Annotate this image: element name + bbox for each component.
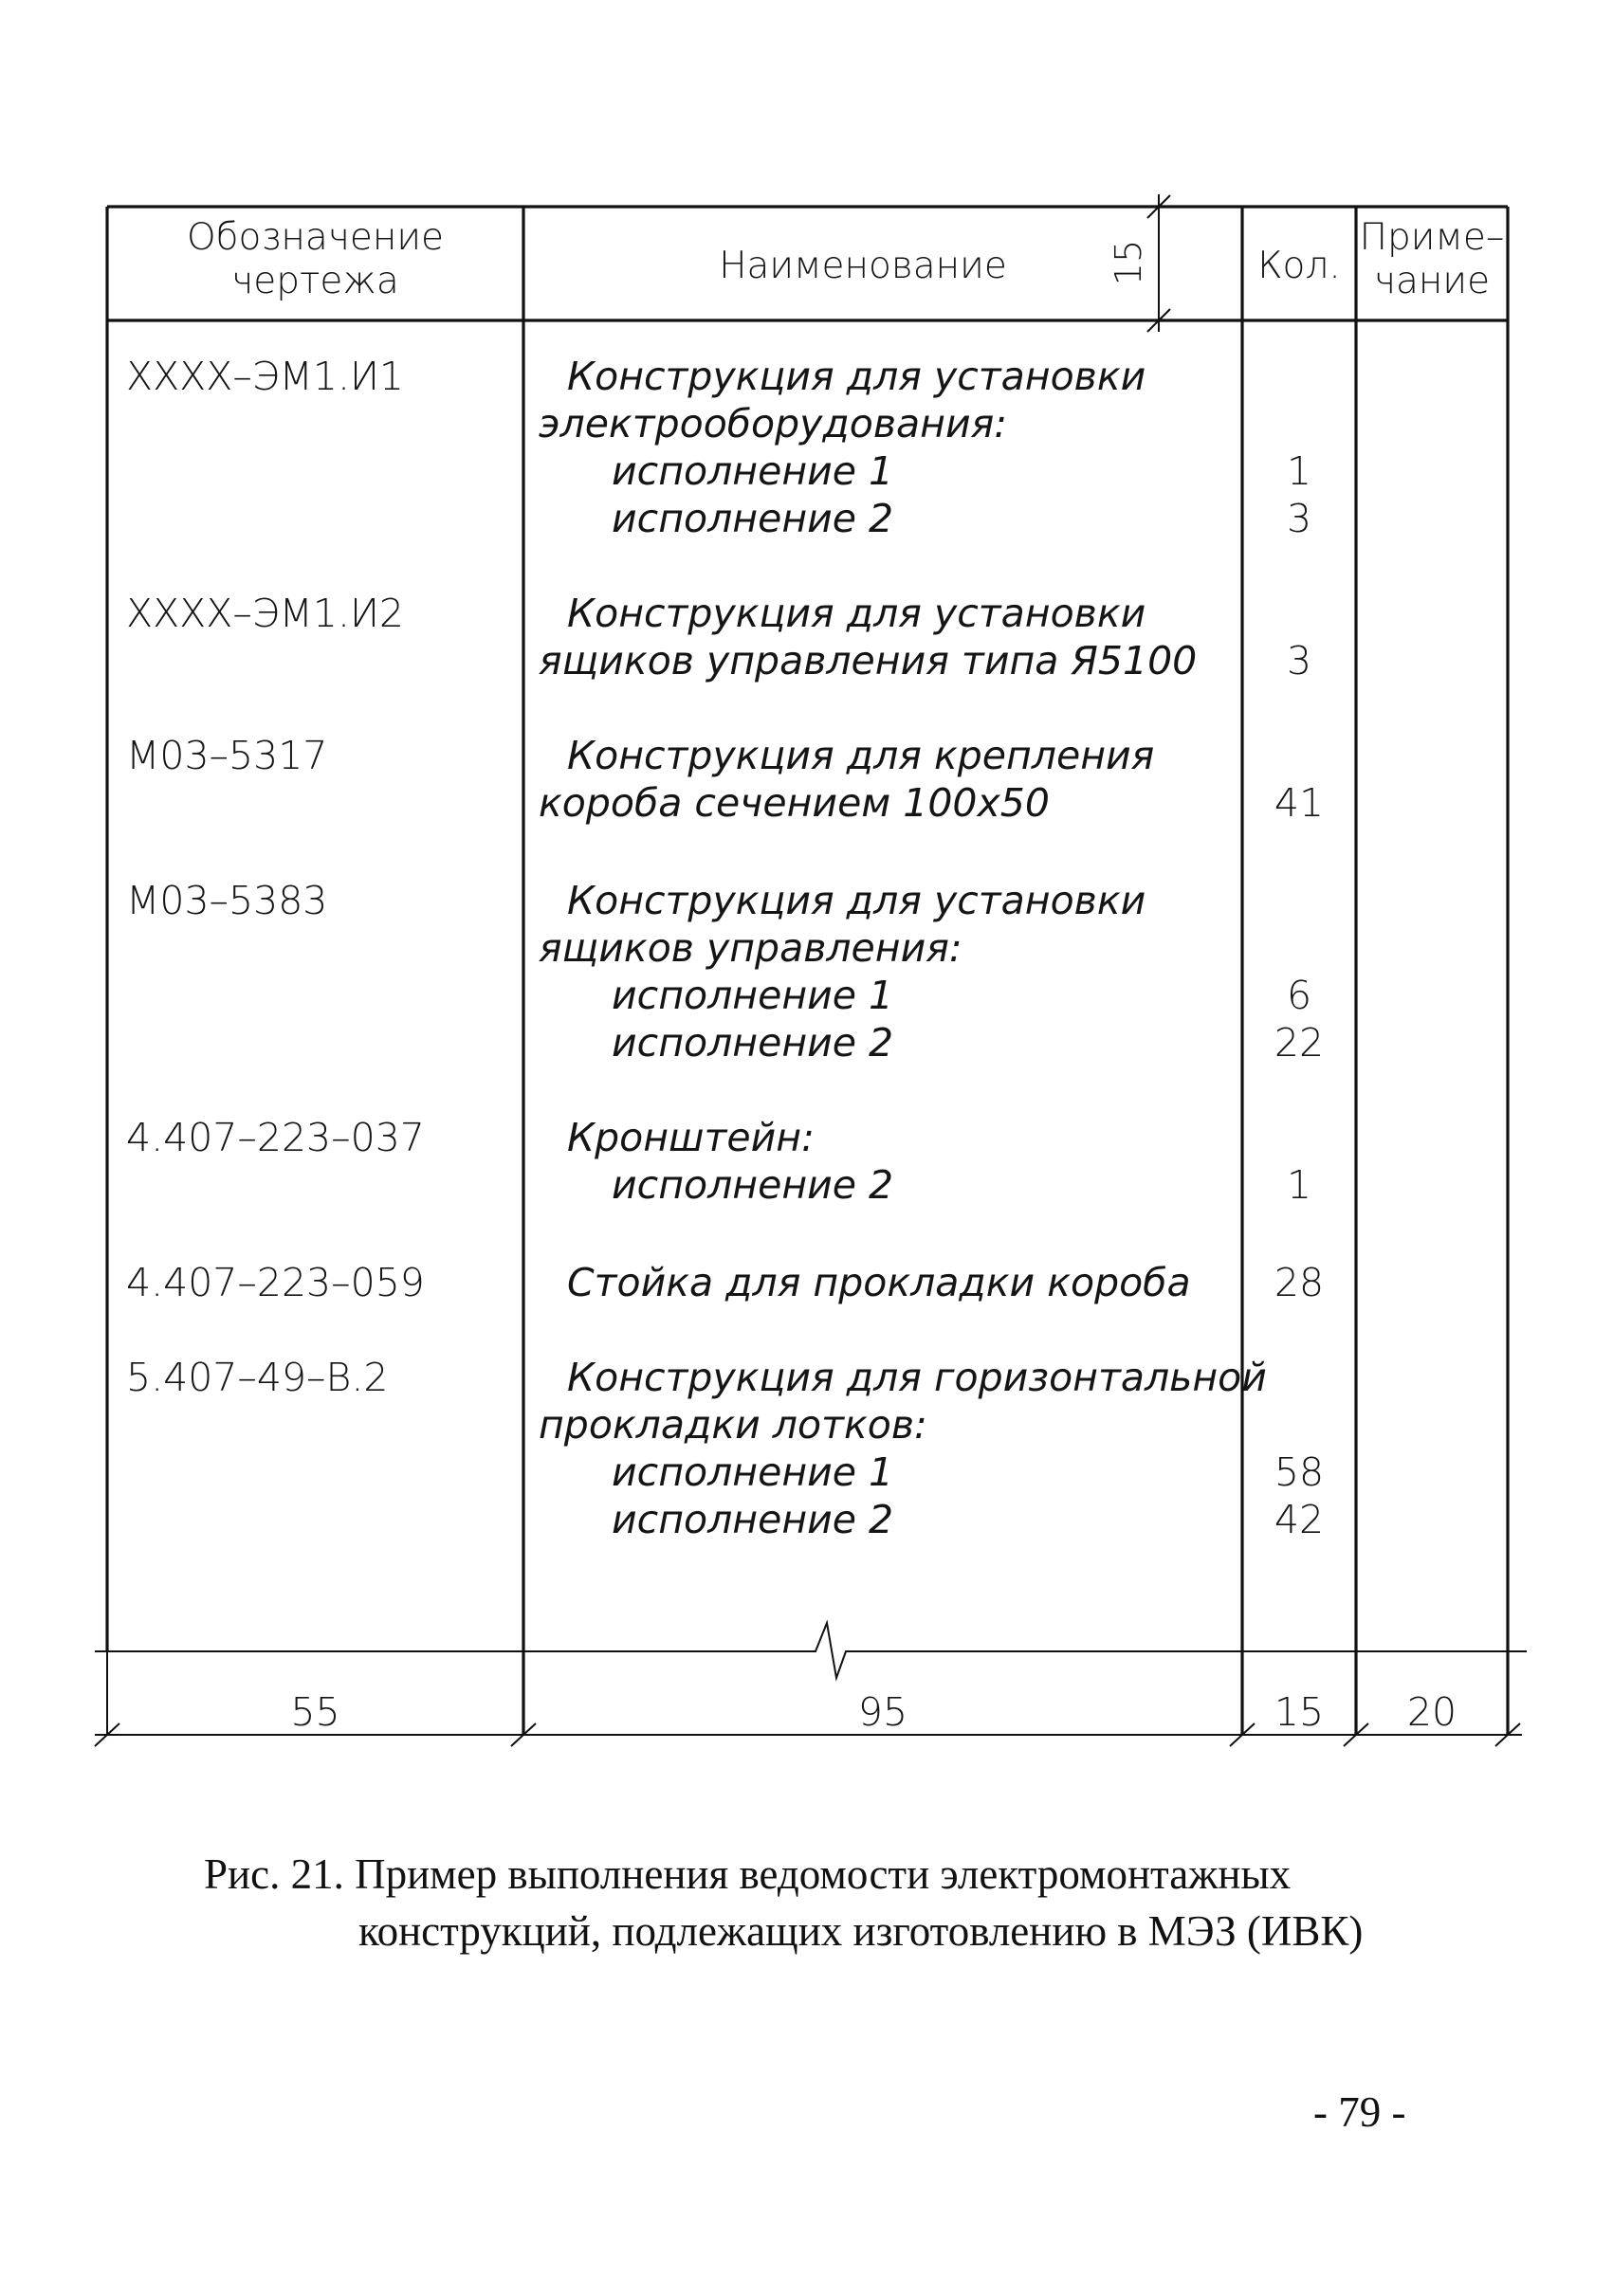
row-qty: 42 — [1274, 1497, 1325, 1542]
row-designation: ХХХХ–ЭМ1.И2 — [126, 591, 405, 636]
row-name-line: Стойка для прокладки короба — [567, 1260, 1191, 1305]
row-name-line: ящиков управления типа Я5100 — [539, 638, 1198, 683]
header-designation: Обозначение чертежа — [186, 216, 445, 302]
header-height-dimension: 15 — [1108, 239, 1149, 286]
row-name-line: исполнение 1 — [612, 448, 894, 494]
row-qty: 6 — [1286, 973, 1312, 1018]
row-name-line: Конструкция для крепления — [567, 733, 1155, 778]
row-name-line: исполнение 2 — [612, 1497, 894, 1542]
row-name-line: исполнение 2 — [612, 1162, 894, 1208]
column-width-label: 55 — [290, 1689, 340, 1735]
row-qty: 1 — [1286, 448, 1312, 494]
row-designation: 5.407–49–В.2 — [126, 1355, 389, 1400]
row-name-line: исполнение 2 — [612, 496, 894, 541]
row-qty: 28 — [1274, 1260, 1325, 1305]
row-designation: ХХХХ–ЭМ1.И1 — [126, 354, 405, 399]
row-designation: М03–5317 — [126, 733, 328, 778]
row-name-line: Конструкция для установки — [567, 878, 1146, 923]
row-name-line: электрооборудования: — [539, 401, 1008, 446]
row-name-line: Кронштейн: — [567, 1115, 815, 1160]
row-name-line: исполнение 1 — [612, 1449, 894, 1495]
page-number: - 79 - — [1313, 2088, 1406, 2136]
column-width-label: 15 — [1274, 1689, 1325, 1735]
row-qty: 1 — [1286, 1162, 1312, 1208]
row-qty: 22 — [1274, 1020, 1325, 1066]
row-name-line: исполнение 2 — [612, 1020, 894, 1066]
figure-caption-line-1: Рис. 21. Пример выполнения ведомости электромонтажных — [204, 1850, 1292, 1898]
row-qty: 3 — [1286, 638, 1312, 683]
figure-caption-line-2: конструкций, подлежащих изготовлению в МЭЗ (ИВК) — [358, 1907, 1364, 1955]
row-name-line: прокладки лотков: — [539, 1402, 927, 1448]
row-qty: 41 — [1274, 780, 1325, 826]
row-name-line: Конструкция для установки — [567, 354, 1146, 399]
header-qty: Кол. — [1257, 245, 1341, 287]
row-qty: 3 — [1286, 496, 1312, 541]
row-name-line: Конструкция для горизонтальной — [567, 1355, 1267, 1400]
header-note: Приме– чание — [1359, 216, 1505, 302]
row-qty: 58 — [1274, 1449, 1325, 1495]
column-width-label: 20 — [1406, 1689, 1457, 1735]
row-name-line: Конструкция для установки — [567, 591, 1146, 636]
row-name-line: исполнение 1 — [612, 973, 894, 1018]
header-name: Наименование — [719, 245, 1007, 287]
row-designation: 4.407–223–059 — [126, 1260, 425, 1305]
row-designation: М03–5383 — [126, 878, 328, 923]
row-name-line: короба сечением 100х50 — [539, 780, 1050, 826]
row-name-line: ящиков управления: — [539, 925, 962, 971]
row-designation: 4.407–223–037 — [126, 1115, 425, 1160]
column-width-label: 95 — [857, 1689, 908, 1735]
